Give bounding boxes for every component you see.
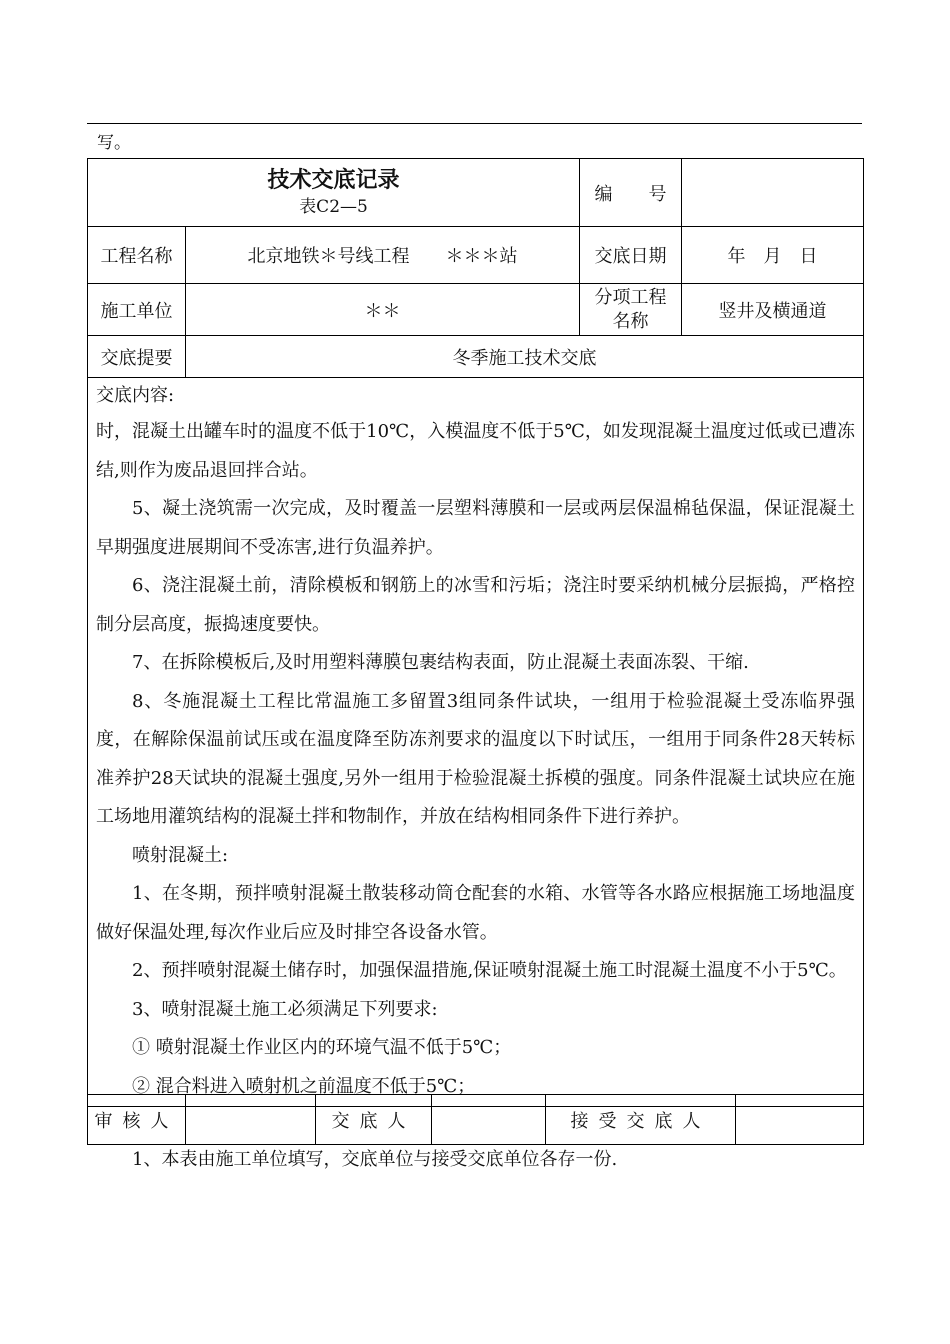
- subitem-name-label-text: 分项工程名称: [594, 286, 667, 332]
- content-paragraph: 5、凝土浇筑需一次完成，及时覆盖一层塑料薄膜和一层或两层保温棉毡保温，保证混凝土早期强度进展期间不受冻害,进行负温养护。: [96, 498, 856, 558]
- project-name-value[interactable]: 北京地铁＊号线工程 ＊＊＊站: [186, 227, 580, 284]
- content-heading: 交底内容:: [96, 385, 175, 406]
- content-cell: [88, 378, 864, 1107]
- summary-value[interactable]: 冬季施工技术交底: [186, 336, 864, 378]
- reviewer-label: 审核人: [88, 1095, 186, 1145]
- subitem-name-value[interactable]: 竖井及横通道: [682, 284, 864, 336]
- content-paragraph: 3、喷射混凝土施工必须满足下列要求:: [132, 998, 438, 1020]
- top-rule: [87, 123, 862, 124]
- receiver-label: 接受交底人: [546, 1095, 736, 1145]
- disclosure-date-label: 交底日期: [580, 227, 682, 284]
- subitem-name-label: [580, 284, 682, 336]
- content-paragraph: ② 混合料进入喷射机之前温度不低于5℃；: [132, 1075, 476, 1097]
- footnote: 1、本表由施工单位填写，交底单位与接受交底单位各存一份.: [132, 1149, 618, 1170]
- content-paragraph: 8、冬施混凝土工程比常温施工多留置3组同条件试块，一组用于检验混凝土受冻临界强度，在解除保温前试压或在温度降至防冻剂要求的温度以下时试压，一组用于同条件28天转标准养护28天试块的混凝土强度,另外一组用于检验混凝土拆模的强度。同条件混凝土试块应在施工场地用灌筑结构的混凝土拌和物制作，并放在结构相同条件下进行养护。: [96, 690, 856, 827]
- receiver-signature[interactable]: [736, 1095, 864, 1145]
- disclosure-date-value[interactable]: 年 月 日: [682, 227, 864, 284]
- number-value[interactable]: [682, 159, 864, 227]
- content-paragraph: 7、在拆除模板后,及时用塑料薄膜包裹结构表面，防止混凝土表面冻裂、干缩.: [132, 652, 749, 673]
- discloser-signature[interactable]: [432, 1095, 546, 1145]
- content-paragraph: 6、浇注混凝土前，清除模板和钢筋上的冰雪和污垢；浇注时要采纳机械分层振捣，严格控制分层高度，振捣速度要快。: [96, 575, 856, 635]
- content-paragraph: 喷射混凝土:: [132, 844, 229, 866]
- top-continuation-text: 写。: [97, 133, 131, 153]
- disclosure-record-table: [87, 158, 864, 1107]
- content-paragraph: 2、预拌喷射混凝土储存时，加强保温措施,保证喷射混凝土施工时混凝土温度不小于5℃。: [132, 960, 847, 981]
- summary-label: 交底提要: [88, 336, 186, 378]
- reviewer-signature[interactable]: [186, 1095, 316, 1145]
- construction-unit-value[interactable]: ＊＊: [186, 284, 580, 336]
- content-paragraph: ① 喷射混凝土作业区内的环境气温不低于5℃；: [132, 1037, 512, 1058]
- content-paragraph: 1、在冬期，预拌喷射混凝土散装移动筒仓配套的水箱、水管等各水路应根据施工场地温度做好保温处理,每次作业后应及时排空各设备水管。: [96, 883, 856, 943]
- form-title: 技术交底记录: [267, 167, 400, 193]
- construction-unit-label: 施工单位: [88, 284, 186, 336]
- discloser-label: 交底人: [316, 1095, 432, 1145]
- form-code: 表C2—5: [299, 196, 368, 217]
- signature-table: [87, 1094, 864, 1145]
- project-name-label: 工程名称: [88, 227, 186, 284]
- title-cell: [88, 159, 580, 227]
- number-label: 编 号: [580, 159, 682, 227]
- content-paragraph: 时，混凝土出罐车时的温度不低于10℃，入模温度不低于5℃，如发现混凝土温度过低或已遭冻结,则作为废品退回拌合站。: [96, 421, 856, 481]
